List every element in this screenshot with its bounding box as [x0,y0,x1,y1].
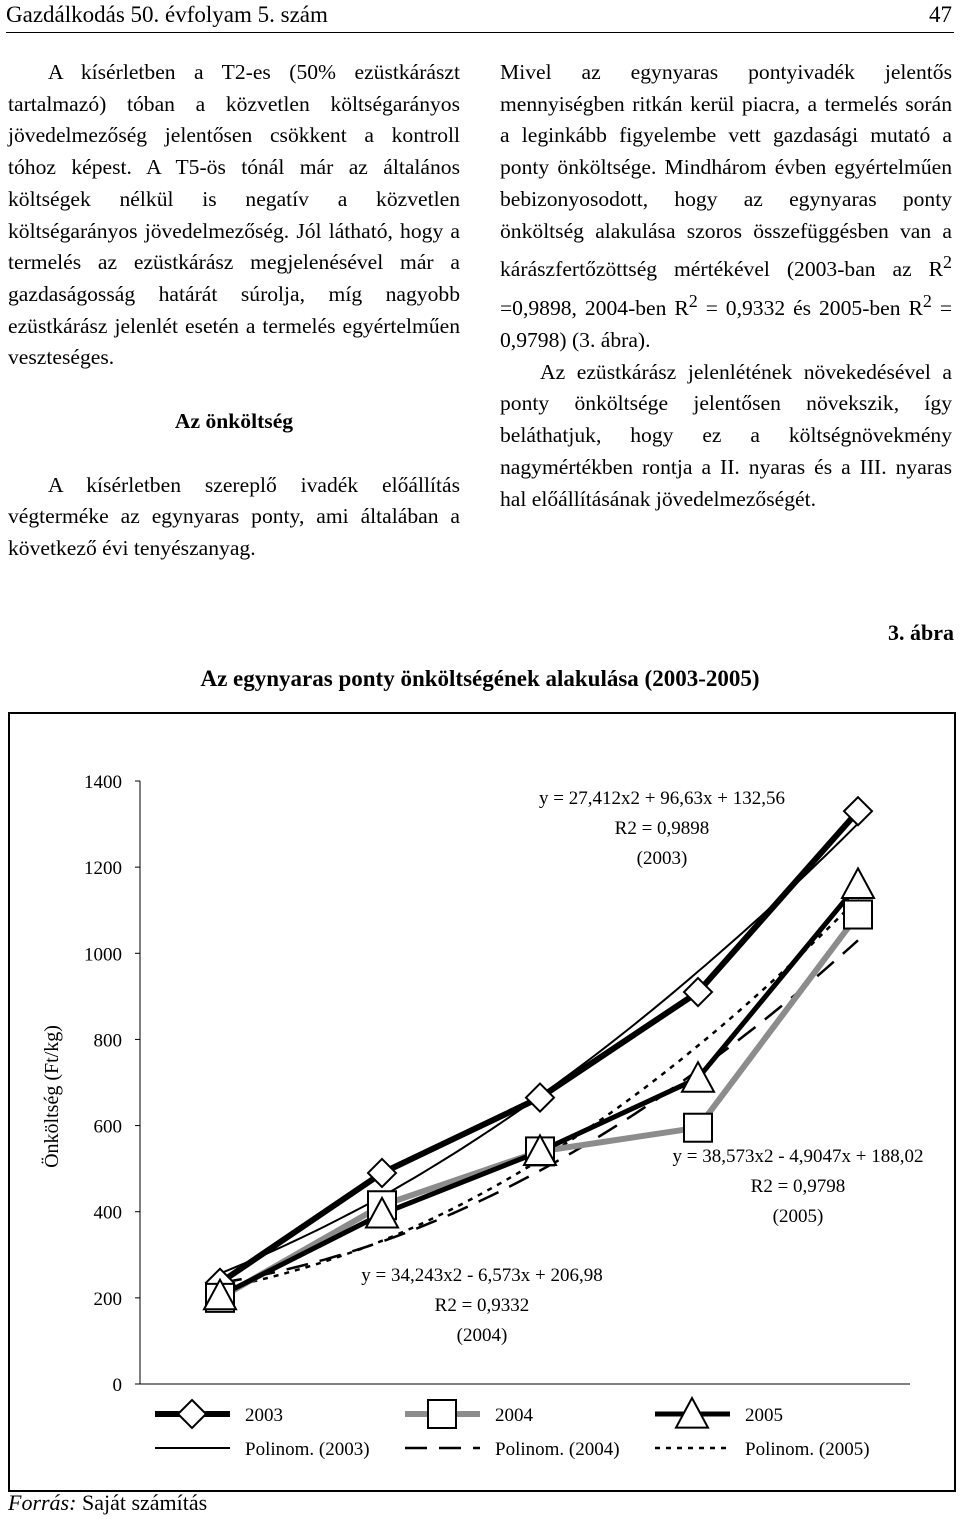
rp1-sup1: 2 [943,252,952,273]
chart-frame [8,712,956,1492]
equation-2005-line-2: R2 = 0,9798 [750,1176,846,1197]
page-number: 47 [929,2,952,27]
legend-trendline-label-2: Polinom. (2004) [495,1439,620,1460]
section-title: Az önköltség [174,409,294,434]
y-tick-label: 1200 [84,858,122,880]
y-axis-label: Önköltség (Ft/kg) [41,1025,63,1168]
rp1-d: = 0,9798) (3. ábra). [500,296,952,352]
page-header [6,0,954,33]
equation-2003-line-2: R2 = 0,9898 [614,818,710,839]
legend-label-2005: 2005 [745,1405,783,1426]
trendline-1 [220,824,858,1274]
source-text: Saját számítás [76,1490,208,1515]
equation-2003-line-3: (2003) [636,848,688,869]
rp1-a: Mivel az egynyaras pontyivadék jelentős mennyiségben ritkán kerül piacra, a termelés során a leginkább figyelembe vett gazdasági mutató a ponty önköltsége. Mindhárom évben egyértelműen bebizonyosodott, hogy az egynyaras ponty önköltség alakulása szoros összefüggésben van a kárászfertőzöttség mértékével (2003-ban az R [500,60,952,282]
left-column [8,57,460,565]
rp1-sup3: 2 [922,291,932,312]
y-tick-label: 0 [112,1375,122,1396]
legend-trendline-label-3: Polinom. (2005) [745,1439,870,1460]
y-tick-label: 600 [93,1116,122,1138]
left-paragraph-2: A kísérletben szereplő ivadék előállítás végterméke az egynyaras ponty, ami általában a következő évi tenyészanyag. [8,472,460,561]
marker-2005-5 [842,868,874,898]
legend-label-2003: 2003 [245,1405,283,1426]
equation-2005-line-1: y = 38,573x2 - 4,9047x + 188,02 [672,1146,924,1167]
legend-trendline-label-1: Polinom. (2003) [245,1439,370,1460]
y-tick-label: 200 [93,1288,122,1310]
y-tick-label: 400 [93,1202,122,1224]
rp1-b: =0,9898, 2004-ben R [500,296,689,321]
journal-title: Gazdálkodás 50. évfolyam 5. szám [6,2,328,27]
marker-2004-5 [844,901,872,929]
chart-svg [10,714,954,1490]
legend-marker-2003 [178,1400,206,1428]
right-column [500,57,952,515]
rp1-sup2: 2 [688,291,698,312]
legend-label-2004: 2004 [495,1405,533,1426]
chart-title: Az egynyaras ponty önköltségének alakulása (2003-2005) [200,666,760,691]
right-paragraph-1 [500,57,952,357]
marker-2004-4 [684,1114,712,1142]
source-label: Forrás: [8,1490,77,1515]
left-paragraph-1: A kísérletben a T2-es (50% ezüstkárászt tartalmazó) tóban a közvetlen költségarányos jövedelmezőség jelentősen csökkent a kontroll tóhoz képest. A T5-ös tónál már az általános költségek nélkül is negatív a közvetlen költségarányos jövedelmezőség. Jól látható, hogy a termelés az ezüstkárász megjelenésével már a gazdaságosság határát súrolja, míg nagyobb ezüstkárász jelenlét esetén a termelés egyértelműen veszteséges. [8,60,460,370]
figure-number: 3. ábra [888,620,954,645]
y-tick-label: 1400 [84,772,122,793]
equation-2003-line-1: y = 27,412x2 + 96,63x + 132,56 [539,788,785,809]
figure-source [8,1490,207,1516]
legend-marker-2004 [428,1400,456,1428]
equation-2004-line-1: y = 34,243x2 - 6,573x + 206,98 [361,1265,603,1286]
rp1-c: = 0,9332 és 2005-ben R [697,296,923,321]
y-tick-label: 1000 [84,944,122,966]
equation-2004-line-3: (2004) [456,1325,508,1346]
right-paragraph-2: Az ezüstkárász jelenlétének növekedésével a ponty önköltsége jelentősen növekszik, így beláthatjuk, hogy ez a költségnövekmény nagymértékben rontja a II. nyaras és a III. nyaras hal előállításának jövedelmezőségét. [500,359,952,511]
y-tick-label: 800 [93,1030,122,1052]
equation-2004-line-2: R2 = 0,9332 [434,1295,530,1316]
equation-2005-line-3: (2005) [772,1206,824,1227]
